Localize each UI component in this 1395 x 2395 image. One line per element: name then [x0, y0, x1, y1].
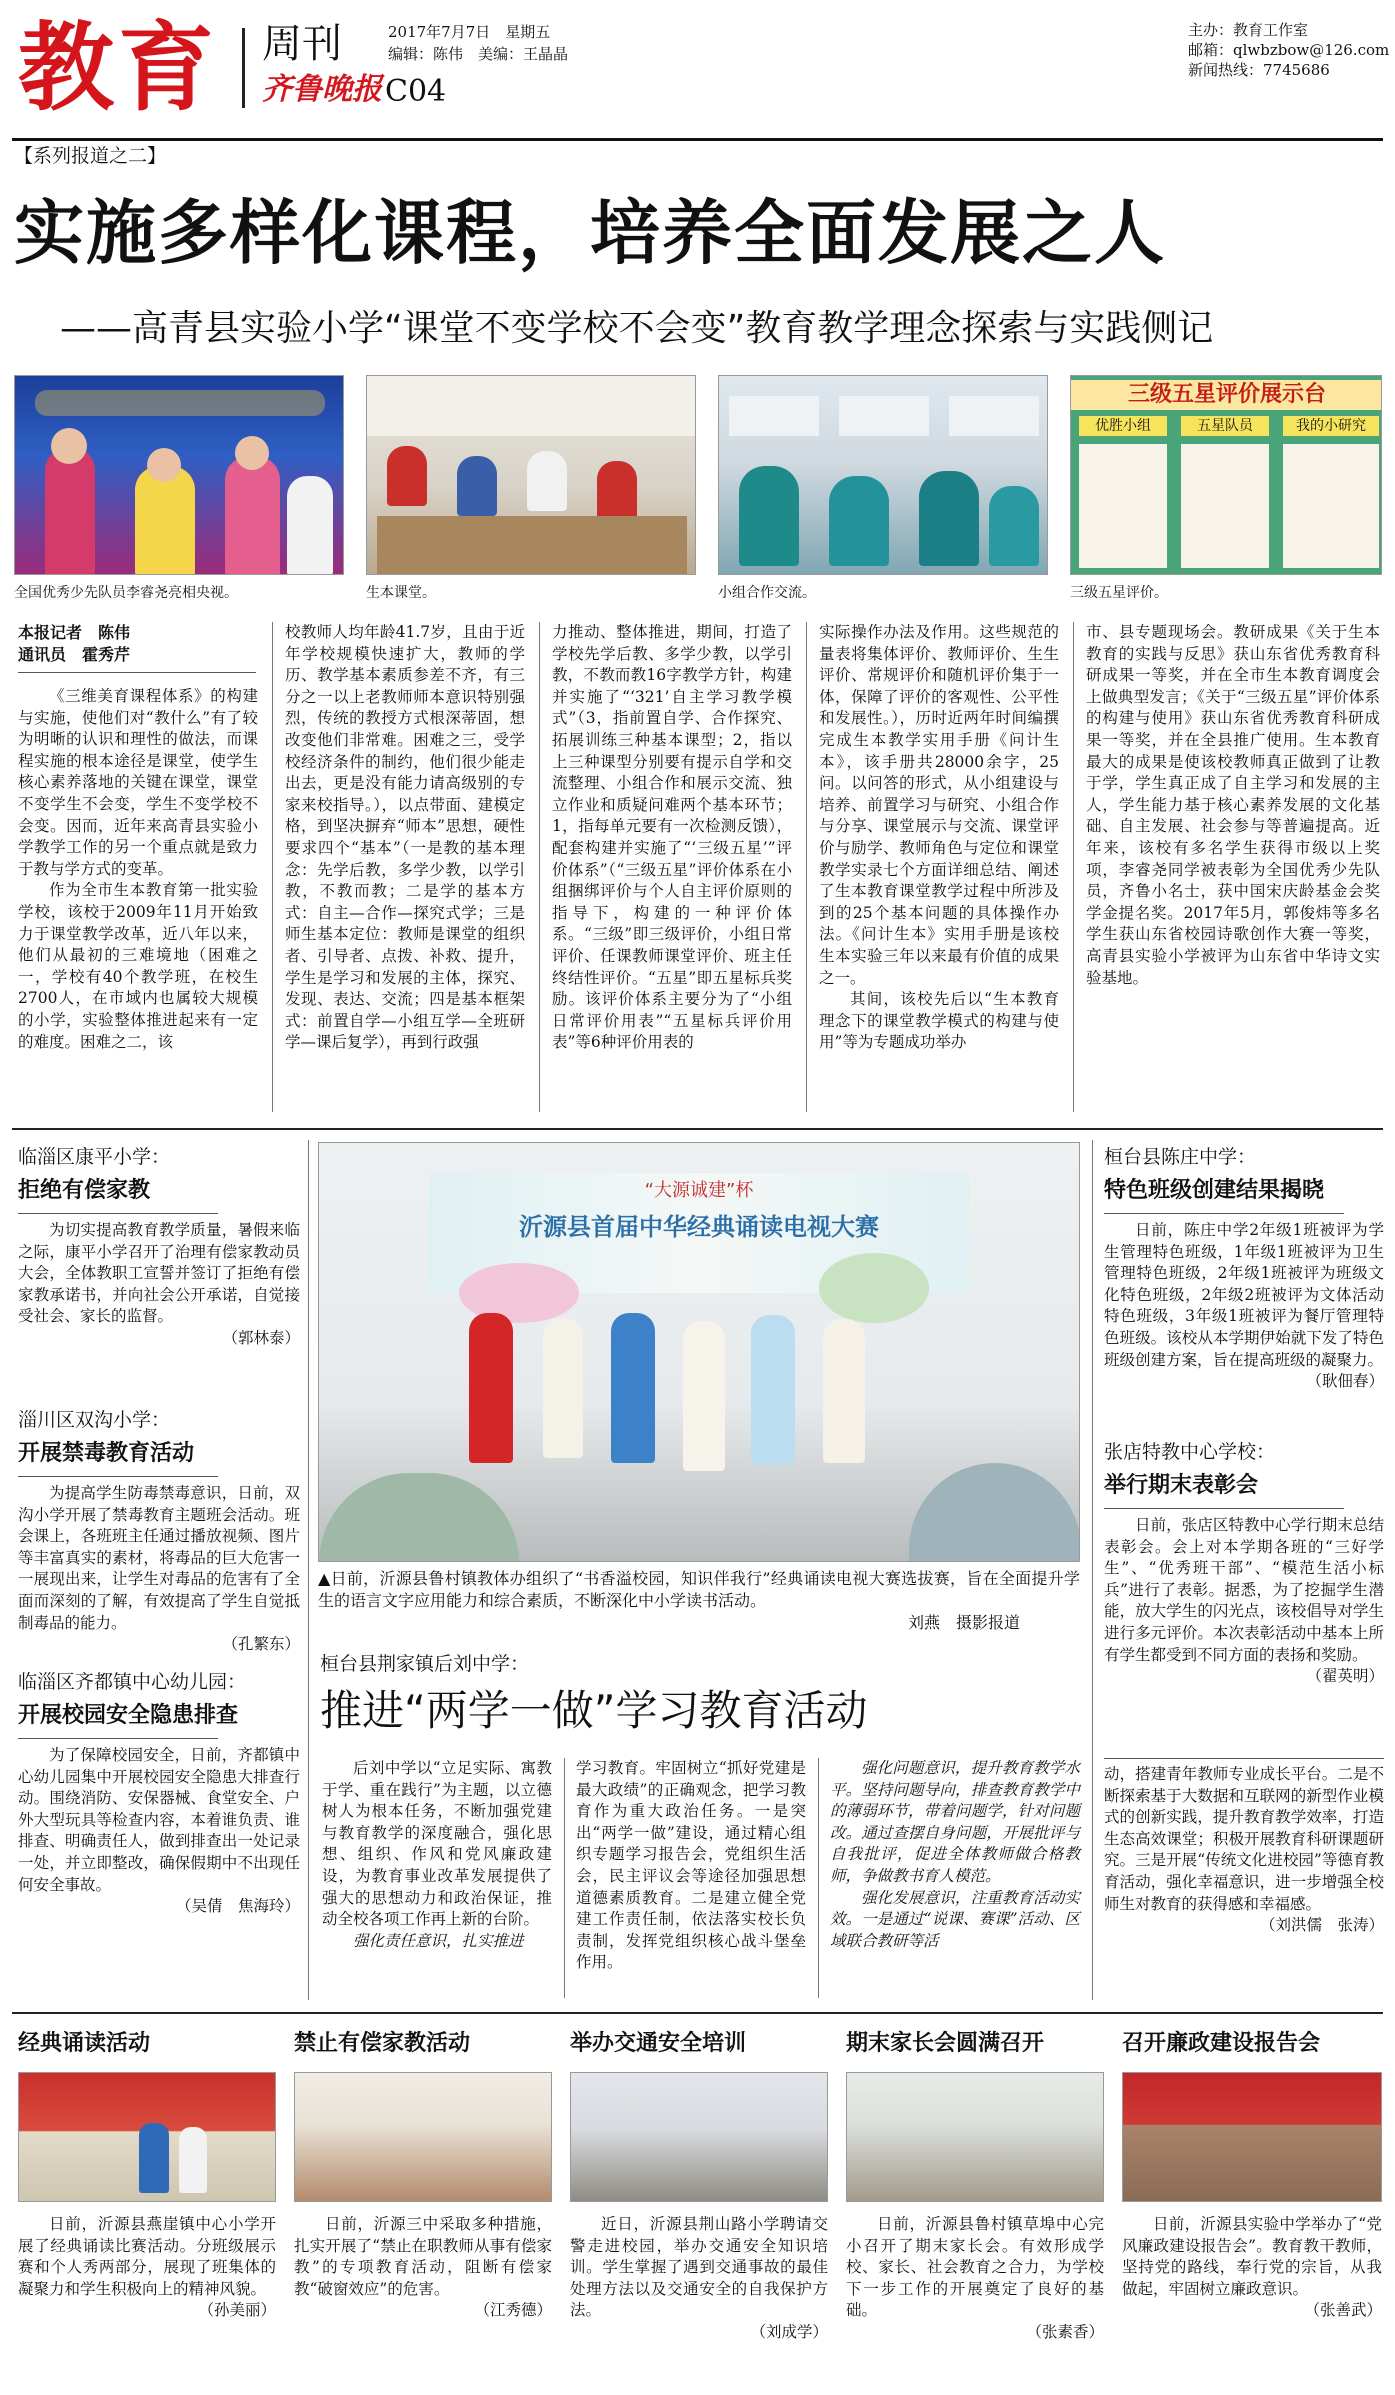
performer-figure: [683, 1321, 725, 1471]
article-column-5: [1086, 622, 1380, 989]
news-body: 近日，沂源县荆山路小学聘请交警走进校园，举办交通安全知识培训。学生掌握了遇到交通事故的最佳处理方法以及交通安全的自我保护方法。: [570, 2215, 828, 2320]
news-author: （刘成学）: [750, 2322, 828, 2341]
section-rule: [12, 2012, 1383, 2014]
photo-meeting: [294, 2072, 552, 2202]
hotline: 新闻热线：7745686: [1188, 61, 1330, 79]
photo-caption: 生本课堂。: [366, 585, 436, 601]
mid-article-source: 桓台县荆家镇后刘中学：: [320, 1653, 530, 1675]
masthead-paper-name: 齐鲁晚报: [262, 72, 382, 107]
news-author: （孔繁东）: [222, 1635, 300, 1654]
bottom-news-item: [570, 2030, 828, 2344]
performer-figure: [823, 1319, 865, 1463]
article-column-1: [18, 686, 258, 1053]
news-body: 日前，沂源县鲁村镇草埠中心完小召开了期末家长会。有效形成学校、家长、社会教育之合力，为学校下一步工作的开展奠定了良好的基础。: [846, 2215, 1104, 2320]
person-figure: [287, 476, 333, 575]
news-title: 特色班级创建结果揭晓: [1104, 1178, 1325, 1203]
paragraph: 其间，该校先后以“生本教育理念下的课堂教学模式的构建与使用”等为专题成功举办: [819, 990, 1059, 1052]
news-source: 桓台县陈庄中学：: [1104, 1146, 1257, 1168]
photo-parent-meeting: [846, 2072, 1104, 2202]
masthead-rule: [12, 138, 1383, 141]
article-column-2: [285, 622, 525, 1054]
board-title: 三级五星评价展示台: [1071, 380, 1382, 410]
board-label: 优胜小组: [1079, 416, 1167, 436]
photo-recital: [18, 2072, 276, 2202]
section-rule: [1104, 1758, 1384, 1759]
series-label: 【系列报道之二】: [14, 145, 167, 167]
news-title: 举行期末表彰会: [1104, 1473, 1259, 1498]
news-item: [18, 1145, 300, 1350]
issue-date: 2017年7月7日 星期五: [388, 23, 551, 41]
news-body: 日前，张店区特教中心学行期末总结表彰会。会上对本学期各班的“三好学生”、“优秀班干部”、“模范生活小标兵”进行了表彰。据悉，为了挖掘学生潜能，放大学生的闪光点，该校倡导对学生进行多元评价。本次表彰活动中基本上所有学生都受到不同方面的表扬和奖励。: [1104, 1516, 1384, 1664]
photo-stage: [14, 375, 344, 575]
news-author: （张素香）: [1026, 2322, 1104, 2341]
lotus-decoration: [459, 1263, 579, 1323]
news-author: （耿佃春）: [1306, 1372, 1384, 1391]
window: [729, 396, 819, 436]
news-author: （翟英明）: [1306, 1667, 1384, 1686]
lotus-decoration: [819, 1253, 929, 1323]
paragraph: 校教师人均年龄41.7岁，且由于近年学校规模快速扩大，教师的学历、教学基本素质参差不齐，有三分之一以上老教师师本意识特别强烈，传统的教授方式根深蒂固，想改变他们非常难。困难之三，受学校经济条件的制约，他们很少能走出去，更是没有能力请高级别的专家来校指导。），以点带面、建模定格，到坚决摒弃“师本”思想，硬性要求四个“基本”（一是教的基本理念：先学后教，多学少教，以学引教，不教而教；二是学的基本方式：自主—合作—探究式学；三是师生基本定位：教师是课堂的组织者、引导者、点拨、补救、提升，学生是学习和发展的主体，探究、发现、表达、交流；四是基本框架式：前置自学—小组互学—全班研学—课后复学），再到行政强: [285, 623, 525, 1052]
photo-caption: 三级五星评价。: [1070, 585, 1168, 601]
student-figure: [387, 446, 427, 506]
board-label: 五星队员: [1181, 416, 1269, 436]
headline: 实施多样化课程，培养全面发展之人: [14, 192, 1166, 274]
board-panel: [1283, 444, 1379, 568]
news-item: [18, 1408, 300, 1656]
student-figure: [527, 451, 567, 511]
banner-text: 沂源县首届中华经典诵读电视大赛: [519, 1213, 879, 1241]
person-figure: [225, 456, 280, 575]
column-rule: [564, 1758, 565, 1998]
window: [839, 396, 929, 436]
photo-traffic-training: [570, 2072, 828, 2202]
paragraph: 强化责任意识，扎实推进: [353, 1931, 524, 1950]
board-panel: [1079, 444, 1167, 568]
news-item: [18, 1670, 300, 1918]
student-figure: [457, 456, 497, 516]
student-figure: [989, 486, 1039, 566]
paragraph: 强化问题意识，提升教育教学水平。坚持问题导向，排查教育教学中的薄弱环节，带着问题学，针对问题改。通过查摆自身问题，开展批评与自我批评，促进全体教师做合格教师，争做教书育人模范。: [830, 1759, 1080, 1885]
news-body: 日前，沂源县实验中学举办了“党风廉政建设报告会”。教育教干教师，坚持党的路线，奉行党的宗旨，从我做起，牢固树立廉政意识。: [1122, 2215, 1382, 2298]
column-rule: [1092, 1140, 1093, 2000]
article-column-4: [819, 622, 1059, 1054]
news-author: （张善武）: [1304, 2301, 1382, 2320]
photo-caption: 小组合作交流。: [718, 585, 816, 601]
photo-evaluation-board: [1070, 375, 1382, 575]
mid-column-3: [830, 1758, 1080, 1952]
umbrella: [909, 1463, 1080, 1562]
caption-text: ▲日前，沂源县鲁村镇教体办组织了“书香溢校园，知识伴我行”经典诵读电视大赛选拔赛，旨在全面提升学生的语言文字应用能力和综合素质，不断深化中小学读书活动。: [318, 1569, 1080, 1610]
news-author: （孙美丽）: [198, 2301, 276, 2320]
bottom-news-item: [1122, 2030, 1382, 2322]
photo-report-meeting: [1122, 2072, 1382, 2202]
news-body: 为切实提高教育教学质量，暑假来临之际，康平小学召开了治理有偿家教动员大会，全体教职工宣誓并签订了拒绝有偿家教承诺书，并向社会公开承诺，自觉接受社会、家长的监督。: [18, 1221, 300, 1326]
news-title: 开展禁毒教育活动: [18, 1441, 195, 1466]
photo-recitation-stage: [318, 1142, 1080, 1562]
byline-correspondent: 通讯员 霍秀芹: [18, 645, 131, 664]
window: [949, 396, 1039, 436]
student-figure: [597, 461, 637, 521]
page-number: C04: [385, 74, 447, 109]
performer-figure: [139, 2123, 169, 2193]
center-photo-caption: [318, 1568, 1080, 1634]
news-title-rule: [1104, 1508, 1344, 1509]
person-figure: [135, 466, 195, 575]
editors: 编辑：陈伟 美编：王晶晶: [388, 45, 569, 63]
news-item: [1104, 1145, 1384, 1393]
news-title-rule: [18, 1213, 218, 1214]
paragraph: 实际操作办法及作用。这些规范的量表将集体评价、教师评价、生生评价、常规评价和随机评价集于一体，保障了评价的客观性、公平性和发展性。），历时近两年时间编撰完成生本教学实用手册《问计生本》，该手册共28000余字，25问。以问答的形式，从小组建设与培养、前置学习与研究、小组合作与分享、课堂展示与交流、课堂评价与励学、教师角色与定位和课堂教学实录七个方面详细总结、阐述了生本教育课堂教学过程中所涉及到的25个基本问题的具体操作办法。《问计生本》实用手册是该校生本实验三年以来最有价值的成果之一。: [819, 623, 1059, 987]
classroom-wall: [367, 376, 696, 436]
paragraph: 学习教育。牢固树立“抓好党建是最大政绩”的正确观念，把学习教育作为重大政治任务。一是突出“两学一做”建设，通过精心组织专题学习报告会，党组织生活会，民主评议会等途径加强思想道德素质教育。二是建立健全党建工作责任制，依法落实校长负责制，发挥党组织核心战斗堡垒作用。: [576, 1759, 806, 1972]
news-title: 拒绝有偿家教: [18, 1178, 151, 1203]
board-panel: [1181, 444, 1269, 568]
person-head: [147, 448, 181, 482]
bottom-news-item: [846, 2030, 1104, 2344]
student-figure: [739, 466, 799, 566]
column-rule: [818, 1758, 819, 1998]
section-rule: [12, 1128, 1383, 1130]
subheadline: ——高青县实验小学“课堂不变学校不会变”教育教学理念探索与实践侧记: [60, 308, 1214, 349]
news-author: （江秀德）: [474, 2301, 552, 2320]
news-body: 日前，沂源县燕崖镇中心小学开展了经典诵读比赛活动。分班级展示赛和个人秀两部分，展现了班集体的凝聚力和学生积极向上的精神风貌。: [18, 2215, 276, 2298]
news-title-rule: [18, 1476, 218, 1477]
news-title: 禁止有偿家教活动: [294, 2031, 471, 2056]
news-title: 经典诵读活动: [18, 2031, 151, 2056]
performer-figure: [611, 1313, 655, 1463]
umbrella: [319, 1473, 519, 1562]
mid-column-1: [322, 1758, 552, 1952]
person-head: [51, 428, 87, 464]
news-body: 日前，沂源三中采取多种措施，扎实开展了“禁止在职教师从事有偿家教”的专项教育活动，阻断有偿家教“破窗效应”的危害。: [294, 2215, 552, 2298]
news-author: （郭林泰）: [222, 1328, 300, 1347]
student-figure: [919, 471, 979, 566]
mid-column-2: [576, 1758, 806, 1974]
masthead-weekly: 周刊: [262, 21, 342, 67]
photo-group-work: [718, 375, 1048, 575]
byline-reporter: 本报记者 陈伟: [18, 623, 131, 642]
paragraph: 《三维美育课程体系》的构建与实施，使他们对“教什么”有了较为明晰的认识和理性的做法，而课程实施的根本途径是课堂，使学生核心素养落地的关键在课堂，课堂不变学生不会变，学生不变学校不会变。因而，近年来高青县实验小学教学工作的另一个重点就是致力于教与学方式的变革。: [18, 687, 258, 878]
photo-caption: 全国优秀少先队员李睿尧亮相央视。: [14, 585, 238, 601]
masthead-logo: 教育: [18, 12, 218, 124]
bottom-news-item: [294, 2030, 552, 2322]
performer-figure: [751, 1315, 795, 1465]
paragraph: 市、县专题现场会。教研成果《关于生本教育的实践与反思》获山东省优秀教育科研成果一等奖，并在全市生本教育调度会上做典型发言；《关于“三级五星”评价体系的构建与使用》获山东省优秀教育科研成果一等奖，并在全县推广使用。生本教育最大的成果是使该校教师真正做到了让教于学，学生真正成了自主学习和发展的主人，学生能力基于核心素养发展的文化基础、自主发展、社会参与等普遍提高。近年来，该校有多名学生获得市级以上奖项，李睿尧同学被表彰为全国优秀少先队员，齐鲁小名士，获中国宋庆龄基金会奖学金提名奖。2017年5月，郭俊炜等多名学生获山东省校园诗歌创作大赛一等奖，高青县实验小学被评为山东省中华诗文实验基地。: [1086, 623, 1380, 987]
paragraph: 作为全市生本教育第一批实验学校，该校于2009年11月开始致力于课堂教学改革，近八年以来，他们从最初的三难境地（困难之一，学校有40个教学班，在校生2700人，在市域内也属较大规模的小学，实验整体推进起来有一定的难度。困难之二，该: [18, 881, 258, 1051]
mid-article-author: （刘洪儒 张涛）: [1259, 1916, 1384, 1935]
performer-figure: [469, 1313, 513, 1463]
news-title: 举办交通安全培训: [570, 2031, 747, 2056]
paragraph: 力推动、整体推进，期间，打造了学校先学后教、多学少教，以学引教，不教而教16字教学方针，构建并实施了“‘321’自主学习教学模式”（3，指前置自学、合作探究、拓展训练三种基本课型；2，指以上三种课型分别要有提示自学和交流整理、小组合作和展示交流、独立作业和质疑问难两个基本环节；1，指每单元要有一次检测反馈），配套构建并实施了“‘三级五星’”评价体系”（“三级五星”评价体系在小组捆绑评价与个人自主评价原则的指导下，构建的一种评价体系。“三级”即三级评价，小组日常评价、任课教师课堂评价、班主任终结性评价。“五星”即五星标兵奖励。该评价体系主要分为了“小组日常评价用表”“五星标兵评价用表”等6种评价用表的: [552, 623, 792, 1052]
board-label: 我的小研究: [1283, 416, 1379, 436]
performer-figure: [179, 2127, 207, 2193]
student-figure: [829, 476, 889, 566]
news-source: 临淄区齐都镇中心幼儿园：: [18, 1671, 247, 1693]
email-line: 邮箱：qlwbzbow@126.com: [1188, 41, 1390, 59]
masthead-divider: [242, 28, 245, 108]
host-line: 主办：教育工作室: [1188, 21, 1309, 39]
news-source: 临淄区康平小学：: [18, 1146, 171, 1168]
news-body: 为提高学生防毒禁毒意识，日前，双沟小学开展了禁毒教育主题班会活动。班会课上，各班班主任通过播放视频、图片等丰富真实的素材，将毒品的巨大危害一一展现出来，让学生对毒品的危害有了全面而深刻的了解，有效提高了学生自觉抵制毒品的能力。: [18, 1484, 300, 1632]
banner-top-text: “大源诚建”杯: [644, 1180, 754, 1201]
mid-article-title: 推进“两学一做”学习教育活动: [320, 1686, 868, 1735]
paragraph: 动，搭建青年教师专业成长平台。二是不断探索基于大数据和互联网的新型作业模式的创新实践，提升教育教学效率，打造生态高效课堂；积极开展教育科研课题研究。三是开展“传统文化进校园”等德育教育活动，强化幸福意识，进一步增强全校师生对教育的获得感和幸福感。: [1104, 1765, 1384, 1913]
news-source: 淄川区双沟小学：: [18, 1409, 171, 1431]
desks: [377, 516, 687, 575]
person-figure: [45, 446, 95, 575]
column-rule: [539, 622, 540, 1112]
paragraph: 强化发展意识，注重教育活动实效。一是通过“说课、赛课”活动、区域联合教研等活: [830, 1888, 1080, 1950]
photo-credit: 刘燕 摄影报道: [907, 1613, 1020, 1632]
news-author: （吴倩 焦海玲）: [175, 1897, 300, 1916]
column-rule: [308, 1140, 309, 2000]
person-head: [235, 436, 269, 470]
news-source: 张店特教中心学校：: [1104, 1441, 1276, 1463]
news-title: 期末家长会圆满召开: [846, 2031, 1045, 2056]
news-body: 为了保障校园安全，日前，齐都镇中心幼儿园集中开展校园安全隐患大排查行动。围绕消防、安保器械、食堂安全、户外大型玩具等检查内容，本着谁负责、谁排查、明确责任人，做到排查出一处记录一处，并立即整改，确保假期中不出现任何安全事故。: [18, 1746, 300, 1894]
article-column-3: [552, 622, 792, 1054]
news-title: 召开廉政建设报告会: [1122, 2031, 1321, 2056]
performer-figure: [543, 1318, 583, 1458]
column-rule: [806, 622, 807, 1112]
news-item: [1104, 1440, 1384, 1688]
photo-classroom: [366, 375, 696, 575]
news-title-rule: [1104, 1213, 1344, 1214]
column-rule: [1073, 622, 1074, 1112]
bottom-news-item: [18, 2030, 276, 2322]
byline-rule: [18, 672, 256, 673]
paragraph: 后刘中学以“立足实际、寓教于学、重在践行”为主题，以立德树人为根本任务，不断加强党建与教育教学的深度融合，强化思想、组织、作风和党风廉政建设，为教育事业改革发展提供了强大的思想动力和政治保证，推动全校各项工作再上新的台阶。: [322, 1759, 552, 1929]
stage-banner: [35, 390, 325, 416]
column-rule: [272, 622, 273, 1112]
mid-column-4: [1104, 1764, 1384, 1937]
news-title: 开展校园安全隐患排查: [18, 1703, 239, 1728]
news-body: 日前，陈庄中学2年级1班被评为学生管理特色班级，1年级1班被评为卫生管理特色班级，2年级1班被评为班级文化特色班级，2年级2班被评为文体活动特色班级，3年级1班被评为餐厅管理特色班级。该校从本学期伊始就下发了特色班级创建方案，旨在提高班级的凝聚力。: [1104, 1221, 1384, 1369]
news-title-rule: [18, 1738, 218, 1739]
